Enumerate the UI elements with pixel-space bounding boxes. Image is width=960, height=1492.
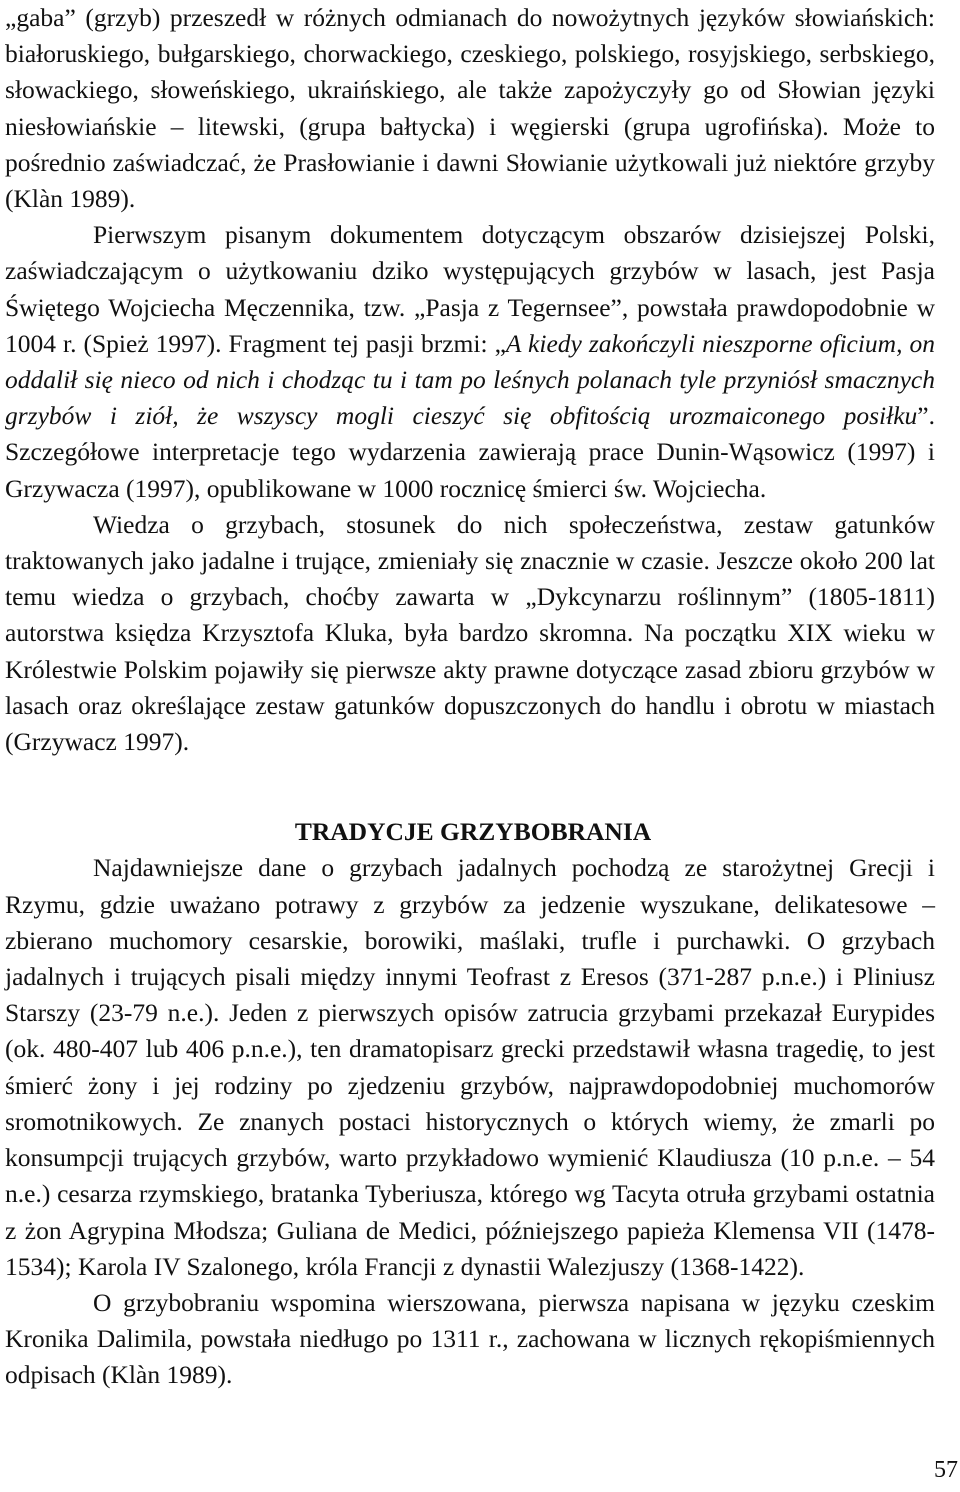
page-number: 57: [934, 1457, 958, 1483]
paragraph-tegernsee-passion: [5, 217, 935, 507]
paragraph-etymology: „gaba” (grzyb) przeszedł w różnych odmianach do nowożytnych języków słowiańskich: białoruskiego, bułgarskiego, chorwackiego, czeskiego, polskiego, rosyjskiego, serbskiego, słowackiego, słoweńskiego, ukraińskiego, ale także zapożyczyły go od Słowian języki niesłowiańskie – litewski, (grupa bałtycka) i węgierski (grupa ugrofińska). Może to pośrednio zaświadczać, że Prasłowianie i dawni Słowianie użytkowali już niektóre grzyby (Klàn 1989).: [5, 3, 935, 214]
section-spacer: [5, 760, 935, 814]
paragraph-tegernsee-continuation: ”. Szczegółowe interpretacje tego wydarzenia zawierają prace Dunin-Wąsowicz (1997) i Grzywacza (1997), opublikowane w 1000 rocznicę śmierci św. Wojciecha.: [5, 401, 935, 503]
paragraph-dalimil-chronicle: O grzybobraniu wspomina wierszowana, pierwsza napisana w języku czeskim Kronika Dalimila, powstała niedługo po 1311 r., zachowana w licznych rękopiśmiennych odpisach (Klàn 1989).: [5, 1287, 935, 1390]
passion-quote: A kiedy zakończyli nieszporne oficium, on oddalił się nieco od nich i chodząc tu i tam po leśnych polanach tyle przyniósł smacznych grzybów i ziół, że wszyscy mogli cieszyć się obfitością urozmaiconego posiłku: [5, 328, 935, 431]
paragraph-mushroom-knowledge: Wiedza o grzybach, stosunek do nich społeczeństwa, zestaw gatunków traktowanych jako jadalne i trujące, zmieniały się znacznie w czasie. Jeszcze około 200 lat temu wiedza o grzybach, choćby zawarta w „Dykcynarzu roślinnym” (1805-1811) autorstwa księdza Krzysztofa Kluka, była bardzo skromna. Na początku XIX wieku w Królestwie Polskim pojawiły się pierwsze akty prawne dotyczące zasad zbioru grzybów w lasach oraz określające zestaw gatunków dopuszczonych do handlu i obrotu w miastach (Grzywacz 1997).: [5, 509, 935, 757]
section-heading: TRADYCJE GRZYBOBRANIA: [294, 817, 652, 847]
paragraph-tegernsee-text: Pierwszym pisanym dokumentem dotyczącym obszarów dzisiejszej Polski, zaświadczającym o użytkowaniu dziko występujących grzybów w lasach, jest Pasja Świętego Wojciecha Męczennika, tzw. „Pasja z Tegernsee”, powstała prawdopodobnie w 1004 r. (Spież 1997). Fragment tej pasji brzmi: „: [5, 220, 935, 358]
document-body: [5, 0, 935, 1394]
paragraph-ancient-sources: Najdawniejsze dane o grzybach jadalnych pochodzą ze starożytnej Grecji i Rzymu, gdzie uważano potrawy z grzybów za jedzenie wyszukane, delikatesowe – zbierano muchomory cesarskie, borowiki, maślaki, trufle i purchawki. O grzybach jadalnych i trujących pisali między innymi Teofrast z Eresos (371-287 p.n.e.) i Pliniusz Starszy (23-79 n.e.). Jeden z pierwszych opisów zatrucia grzybami przekazał Eurypides (ok. 480-407 lub 406 p.n.e.), ten dramatopisarz grecki przedstawił własna tragedię, to jest śmierć żony i jej rodziny po zjedzeniu grzybów, najprawdopodobniej muchomorów sromotnikowych. Ze znanych postaci historycznych o których wiemy, że zmarli po konsumpcji trujących grzybów, warto przykładowo wymienić Klaudiusza (10 p.n.e. – 54 n.e.) cesarza rzymskiego, bratanka Tyberiusza, którego wg Tacyta otruła grzybami ostatnia z żon Agrypina Młodsza; Guliana de Medici, późniejszego papieża Klemensa VII (1478-1534); Karola IV Szalonego, króla Francji z dynastii Walezjuszy (1368-1422).: [5, 853, 935, 1281]
